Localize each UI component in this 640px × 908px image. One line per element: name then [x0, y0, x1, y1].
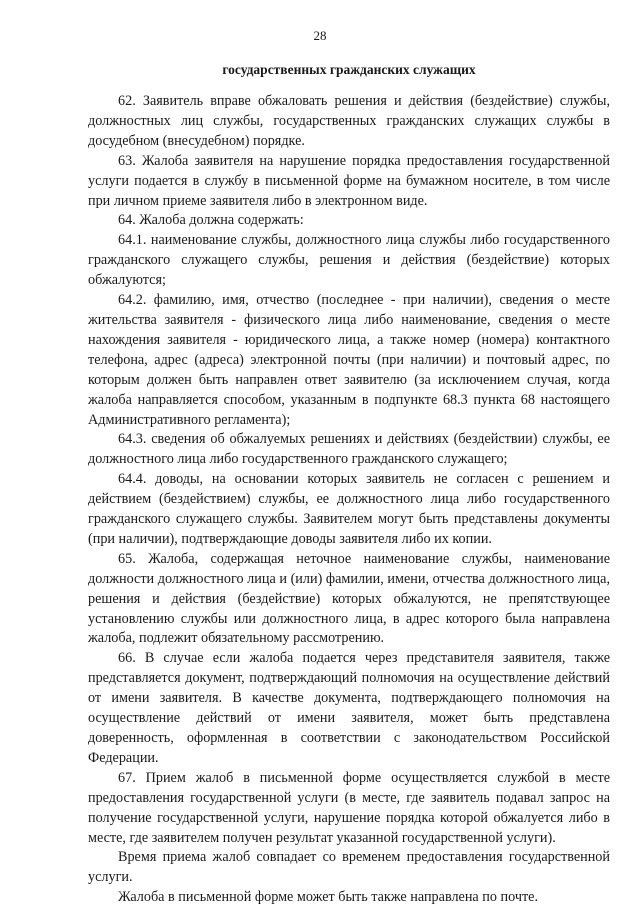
paragraph-reception-time: Время приема жалоб совпадает со временем предоставления государственной услуги. — [88, 849, 610, 886]
paragraph-65: 65. Жалоба, содержащая неточное наименование службы, наименование должности должностного лица и (или) фамилии, имени, отчества должностного лица, решения и действия (бездействие) которых обжалуются, не препятствующее установлению службы или должностного лица, в адрес которого была направлена жалоба, подлежит обязательному рассмотрению. — [88, 550, 610, 647]
paragraph-67: 67. Прием жалоб в письменной форме осуществляется службой в месте предоставления государственной услуги (в месте, где заявитель подавал запрос на получение государственной услуги, нарушение порядка которой обжалуется либо в месте, где заявителем получен результат указанной государственной услуги). — [88, 769, 610, 846]
paragraph-64-1: 64.1. наименование службы, должностного лица службы либо государственного гражданского служащего службы, решения и действия (бездействие) которых обжалуются; — [88, 232, 610, 289]
paragraph-64-3: 64.3. сведения об обжалуемых решениях и действиях (бездействии) службы, ее должностного лица либо государственного гражданского служащего; — [88, 431, 610, 468]
paragraph-64-2: 64.2. фамилию, имя, отчество (последнее - при наличии), сведения о месте жительства заявителя - физического лица либо наименование, сведения о месте нахождения заявителя - юридического лица, а также номер (номера) контактного телефона, адрес (адреса) электронной почты (при наличии) и почтовый адрес, по которым должен быть направлен ответ заявителю (за исключением случая, когда жалоба направляется способом, указанным в подпункте 68.3 пункта 68 настоящего Административного регламента); — [88, 292, 610, 428]
paragraph-66: 66. В случае если жалоба подается через представителя заявителя, также представляется документ, подтверждающий полномочия на осуществление действий от имени заявителя. В качестве документа, подтверждающего полномочия на осуществление действий от имени заявителя, может быть представлена доверенность, оформленная в соответствии с законодательством Российской Федерации. — [88, 650, 610, 766]
document-body — [88, 92, 610, 908]
paragraph-63: 63. Жалоба заявителя на нарушение порядка предоставления государственной услуги подается в службу в письменной форме на бумажном носителе, в том числе при личном приеме заявителя либо в электронном виде. — [88, 152, 610, 209]
running-head: государственных гражданских служащих — [222, 62, 476, 77]
page-number: 28 — [313, 28, 327, 43]
paragraph-64: 64. Жалоба должна содержать: — [118, 212, 304, 229]
paragraph-62: 62. Заявитель вправе обжаловать решения и действия (бездействие) службы, должностных лиц службы, государственных гражданских служащих службы в досудебном (внесудебном) порядке. — [88, 93, 610, 149]
paragraph-postal-complaint: Жалоба в письменной форме может быть также направлена по почте. — [118, 889, 539, 906]
paragraph-64-4: 64.4. доводы, на основании которых заявитель не согласен с решением и действием (бездействием) службы, ее должностного лица либо государственного гражданского служащего службы. Заявителем могут быть представлены документы (при наличии), подтверждающие доводы заявителя либо их копии. — [88, 471, 610, 547]
